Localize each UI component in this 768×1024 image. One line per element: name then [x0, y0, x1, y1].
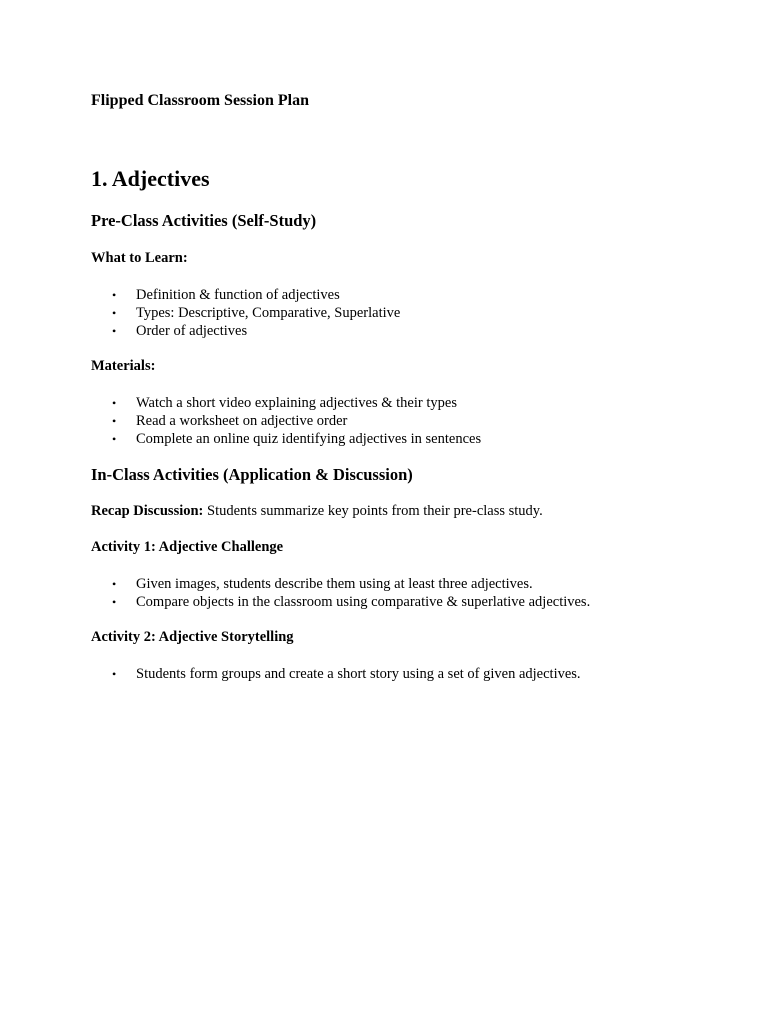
list-item: [91, 286, 400, 304]
list-item: [91, 575, 590, 593]
list-item-text: Given images, students describe them using at least three adjectives.: [136, 576, 533, 592]
bullet-icon: •: [112, 324, 117, 338]
list-item-text: Definition & function of adjectives: [136, 287, 340, 303]
list-item-text: Read a worksheet on adjective order: [136, 413, 348, 429]
recap-label: Recap Discussion:: [91, 503, 204, 519]
list-item: [91, 304, 400, 322]
bullet-icon: •: [112, 396, 117, 410]
list-item-text: Types: Descriptive, Comparative, Superlative: [136, 305, 401, 321]
bullet-icon: •: [112, 306, 117, 320]
list-item: [91, 430, 481, 448]
materials-list: [91, 394, 481, 448]
what-to-learn-label: What to Learn:: [91, 250, 188, 266]
bullet-icon: •: [112, 432, 117, 446]
list-item: [91, 665, 581, 683]
bullet-icon: •: [112, 667, 117, 681]
document-title: Flipped Classroom Session Plan: [91, 92, 309, 109]
materials-label: Materials:: [91, 358, 156, 374]
section-heading: 1. Adjectives: [91, 166, 210, 191]
list-item-text: Watch a short video explaining adjectives & their types: [136, 395, 457, 411]
list-item-text: Students form groups and create a short story using a set of given adjectives.: [136, 666, 581, 682]
list-item: [91, 593, 590, 611]
activity1-heading: Activity 1: Adjective Challenge: [91, 539, 284, 555]
bullet-icon: •: [112, 414, 117, 428]
what-to-learn-list: [91, 286, 400, 340]
list-item-text: Compare objects in the classroom using comparative & superlative adjectives.: [136, 594, 591, 610]
list-item: [91, 322, 400, 340]
bullet-icon: •: [112, 288, 117, 302]
in-class-heading: In-Class Activities (Application & Discussion): [91, 465, 413, 484]
activity1-list: [91, 575, 590, 611]
list-item: [91, 412, 481, 430]
list-item-text: Order of adjectives: [136, 323, 248, 339]
activity2-heading: Activity 2: Adjective Storytelling: [91, 629, 294, 645]
recap-text: Students summarize key points from their pre-class study.: [203, 503, 543, 519]
pre-class-heading: Pre-Class Activities (Self-Study): [91, 211, 317, 230]
recap-paragraph: [91, 503, 543, 520]
activity2-list: [91, 665, 581, 683]
list-item: [91, 394, 481, 412]
bullet-icon: •: [112, 595, 117, 609]
bullet-icon: •: [112, 577, 117, 591]
list-item-text: Complete an online quiz identifying adjectives in sentences: [136, 431, 482, 447]
